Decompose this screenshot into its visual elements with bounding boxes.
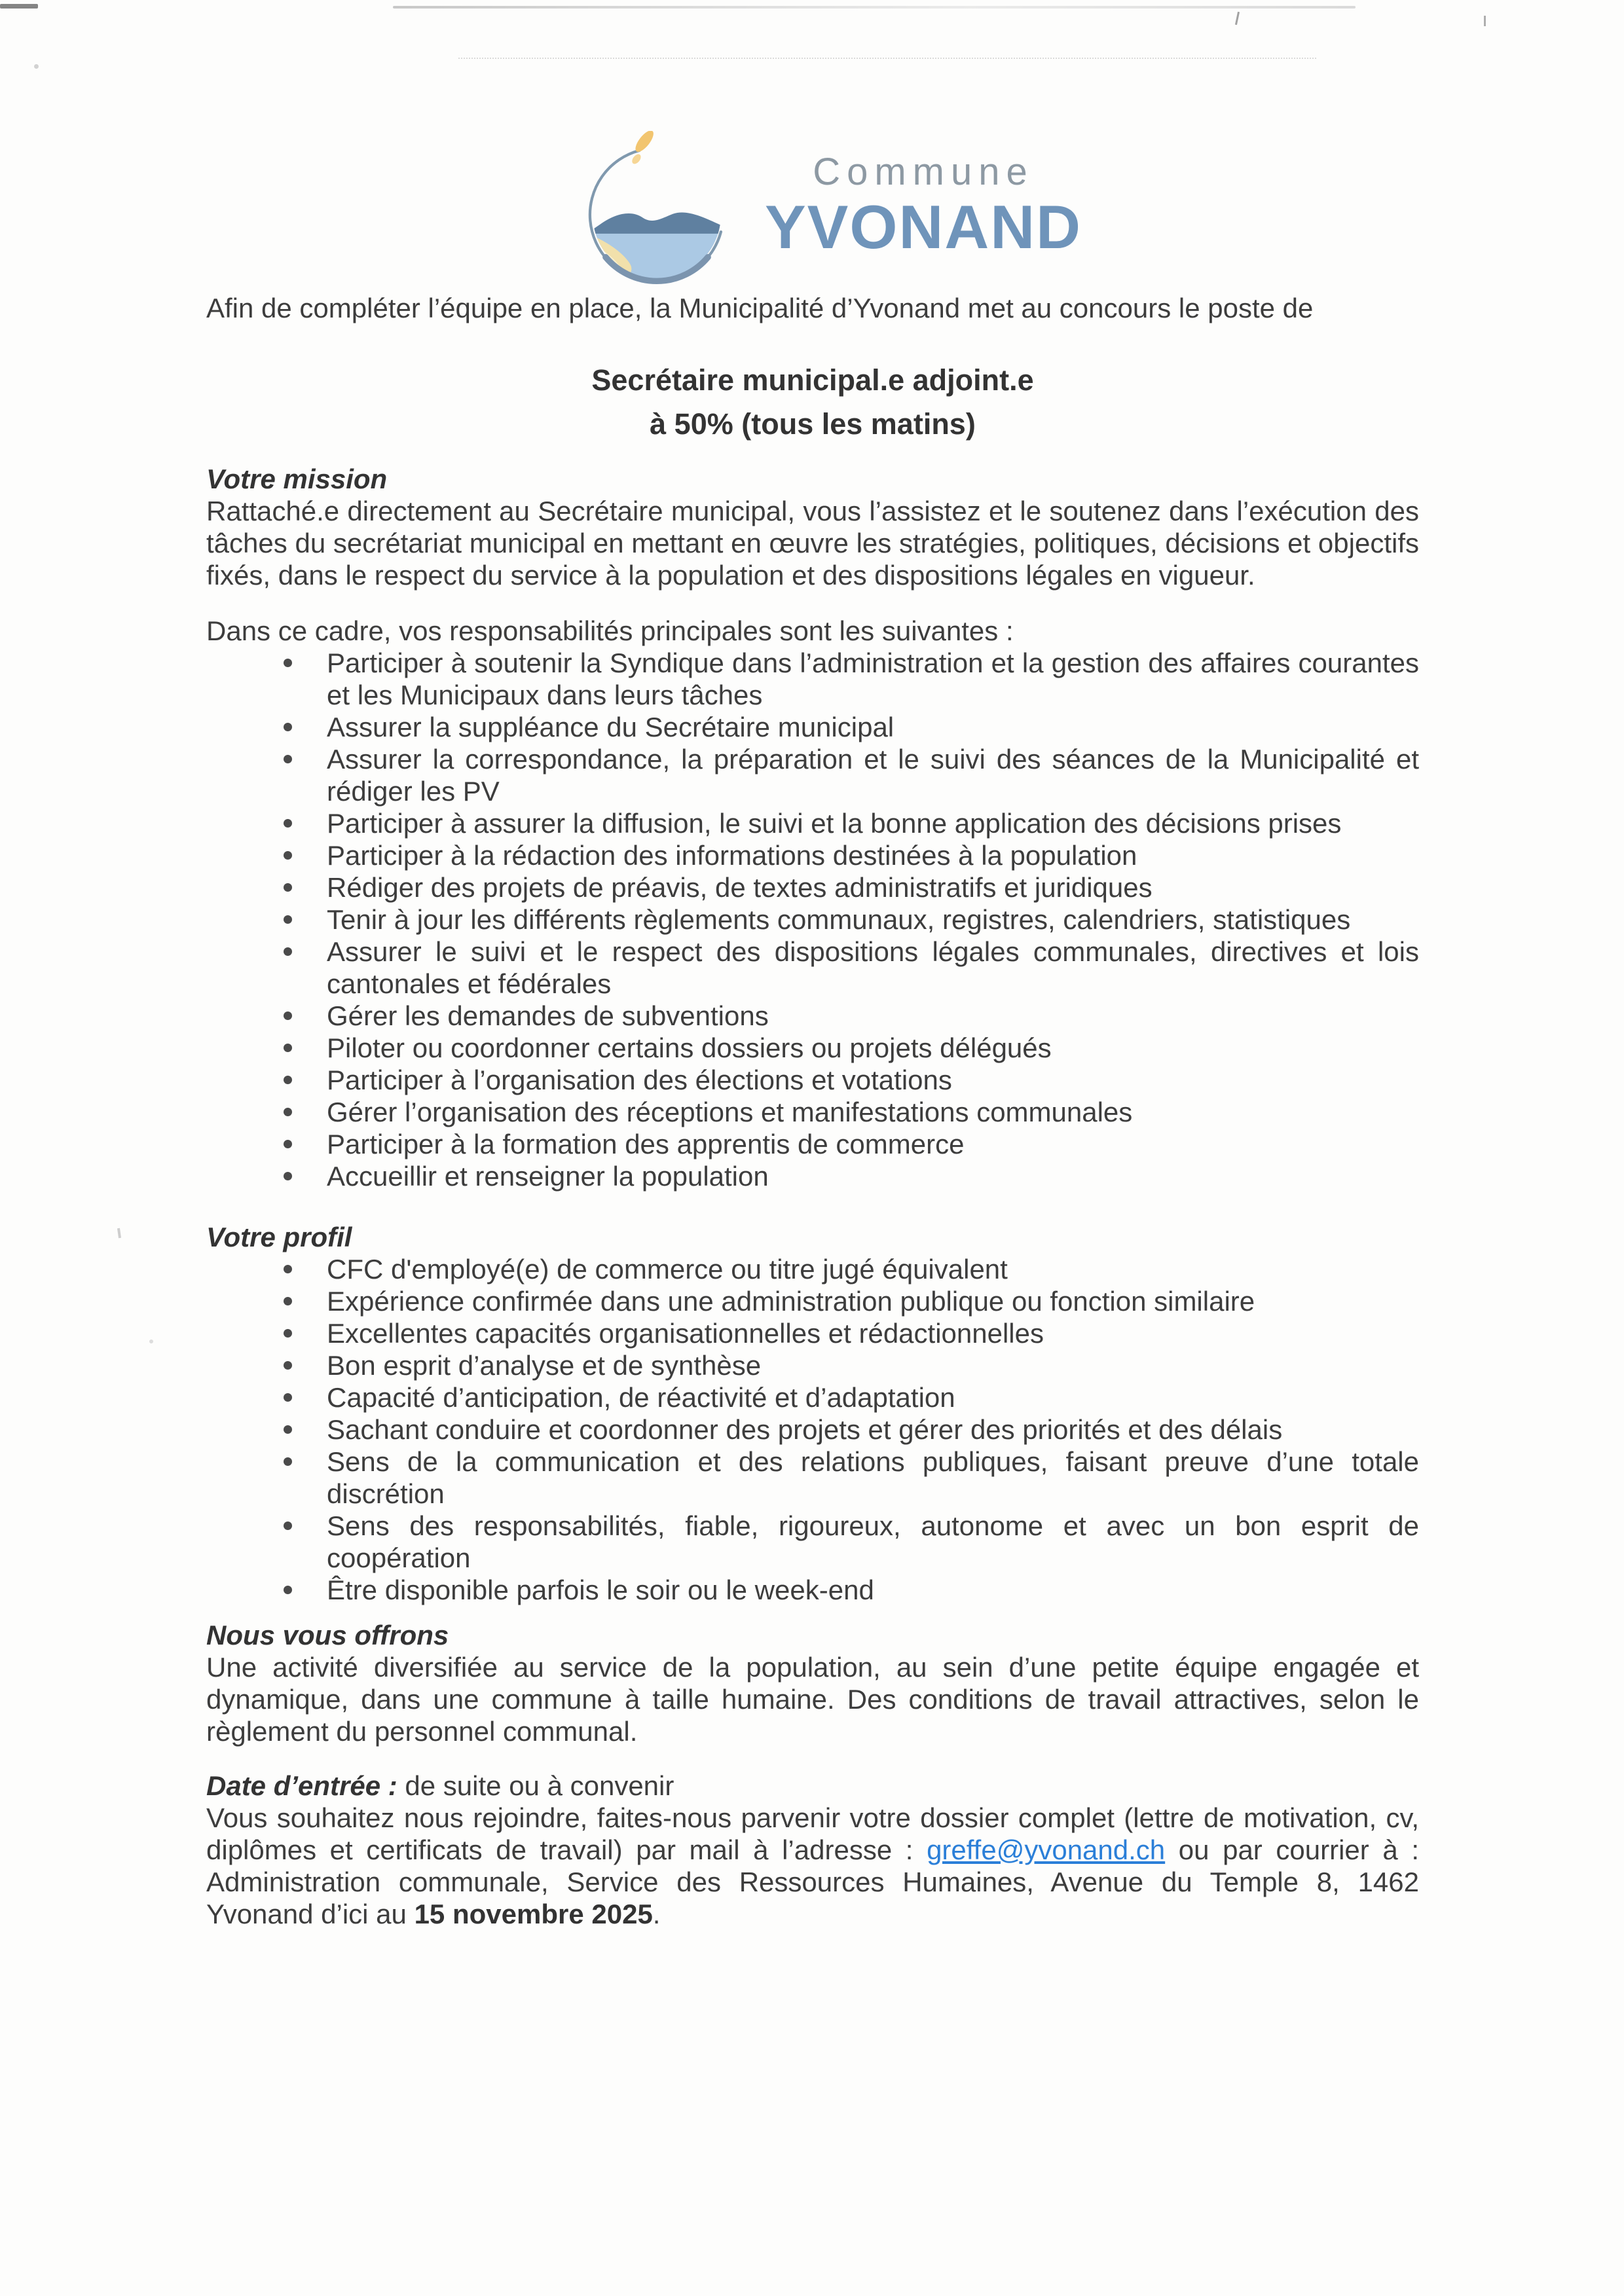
scan-artifact (149, 1339, 153, 1343)
page-content (206, 0, 1419, 1930)
profile-item: Sens des responsabilités, fiable, rigoureux, autonome et avec un bon esprit de coopération (327, 1510, 1419, 1573)
logo-yvonand-word: YVONAND (764, 192, 1082, 261)
profile-item: Sachant conduire et coordonner des projets et gérer des priorités et des délais (327, 1413, 1419, 1446)
start-date-label: Date d’entrée : (206, 1770, 397, 1801)
responsibility-item: Accueillir et renseigner la population (327, 1160, 1419, 1192)
scan-artifact (0, 4, 38, 9)
responsibility-item: Assurer le suivi et le respect des dispositions légales communales, directives et lois cantonales et fédérales (327, 936, 1419, 999)
responsibility-item: Gérer l’organisation des réceptions et manifestations communales (327, 1096, 1419, 1128)
mission-body: Rattaché.e directement au Secrétaire municipal, vous l’assistez et le soutenez dans l’exécution des tâches du secrétariat municipal en mettant en œuvre les stratégies, politiques, décisions et objectifs fixés, dans le respect du service à la population et des dispositions légales en vigueur. (206, 496, 1419, 591)
profile-item: Être disponible parfois le soir ou le week-end (327, 1574, 1419, 1606)
profile-heading: Votre profil (206, 1222, 352, 1252)
responsibility-item: Participer à assurer la diffusion, le suivi et la bonne application des décisions prises (327, 807, 1419, 839)
offer-heading: Nous vous offrons (206, 1620, 449, 1650)
profile-item: Excellentes capacités organisationnelles et rédactionnelles (327, 1317, 1419, 1349)
responsibility-item: Assurer la suppléance du Secrétaire municipal (327, 711, 1419, 743)
profile-list (206, 1253, 1419, 1606)
responsibility-item: Assurer la correspondance, la préparation et le suivi des séances de la Municipalité et rédiger les PV (327, 744, 1419, 807)
mission-heading: Votre mission (206, 464, 388, 494)
responsibilities-intro: Dans ce cadre, vos responsabilités principales sont les suivantes : (206, 615, 1014, 646)
application-text-1: Vous souhaitez nous rejoindre, faites-nous parvenir votre dossier complet (lettre de motivation, cv, diplômes et certificats de travail) par mail à l’adresse : (206, 1802, 1419, 1865)
profile-item: Capacité d’anticipation, de réactivité et d’adaptation (327, 1381, 1419, 1413)
start-date-value: de suite ou à convenir (397, 1770, 674, 1801)
application-text-2: ou par courrier à : Administration communale, Service des Ressources Humaines, Avenue du Temple 8, 1462 Yvonand d’ici au (206, 1834, 1419, 1929)
responsibility-item: Gérer les demandes de subventions (327, 1000, 1419, 1032)
profile-item: Bon esprit d’analyse et de synthèse (327, 1349, 1419, 1381)
commune-emblem-icon (583, 131, 731, 292)
job-title-line1: Secrétaire municipal.e adjoint.e (591, 363, 1034, 397)
responsibility-item: Rédiger des projets de préavis, de textes administratifs et juridiques (327, 871, 1419, 903)
responsibility-item: Participer à l’organisation des élections et votations (327, 1064, 1419, 1096)
job-title-line2: à 50% (tous les matins) (650, 407, 976, 441)
application-paragraph (206, 1802, 1419, 1930)
commune-logo (226, 131, 1439, 292)
responsibility-item: Participer à la rédaction des informations destinées à la population (327, 839, 1419, 871)
responsibility-item: Tenir à jour les différents règlements communaux, registres, calendriers, statistiques (327, 903, 1419, 936)
logo-commune-word: Commune (813, 151, 1034, 193)
responsibility-item: Participer à la formation des apprentis de commerce (327, 1128, 1419, 1160)
email-link[interactable]: greffe@yvonand.ch (927, 1834, 1166, 1865)
intro-line: Afin de compléter l’équipe en place, la Municipalité d’Yvonand met au concours le poste de (206, 293, 1314, 323)
offer-body: Une activité diversifiée au service de la population, au sein d’une petite équipe engagée et dynamique, dans une commune à taille humaine. Des conditions de travail attractives, selon le règlement du personnel communal. (206, 1652, 1419, 1747)
job-title (206, 358, 1419, 446)
responsibilities-list (206, 647, 1419, 1192)
application-deadline: 15 novembre 2025 (414, 1899, 653, 1929)
scan-artifact (117, 1228, 121, 1238)
scan-artifact (1484, 16, 1486, 26)
responsibility-item: Participer à soutenir la Syndique dans l’administration et la gestion des affaires courantes et les Municipaux dans leurs tâches (327, 647, 1419, 710)
application-text-3: . (652, 1899, 661, 1929)
profile-item: CFC d'employé(e) de commerce ou titre jugé équivalent (327, 1253, 1419, 1285)
profile-item: Sens de la communication et des relations publiques, faisant preuve d’une totale discrétion (327, 1446, 1419, 1509)
profile-item: Expérience confirmée dans une administration publique ou fonction similaire (327, 1285, 1419, 1317)
scan-artifact (34, 64, 39, 69)
responsibility-item: Piloter ou coordonner certains dossiers ou projets délégués (327, 1032, 1419, 1064)
start-date-line (206, 1770, 1419, 1802)
commune-logo-text (764, 131, 1082, 261)
